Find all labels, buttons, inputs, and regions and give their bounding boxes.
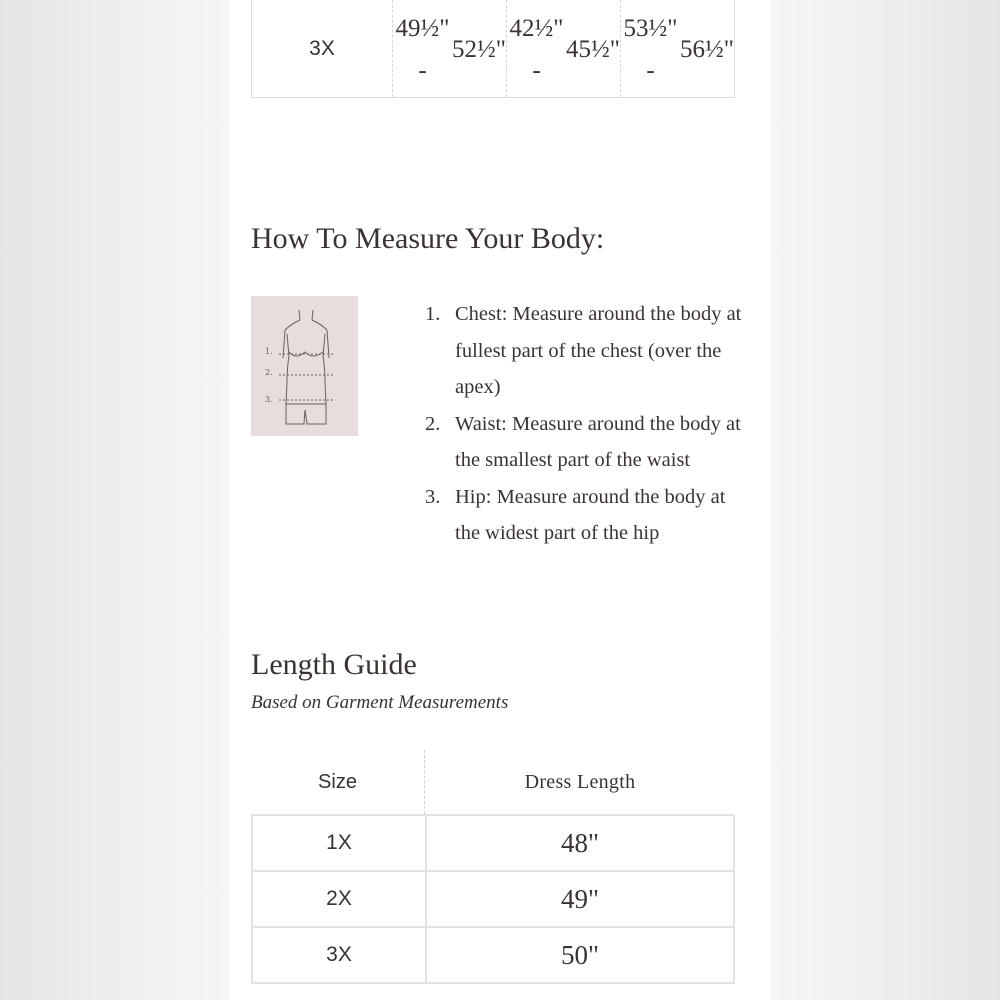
size-column-header: Size [251, 750, 425, 814]
length-cell: 50" [426, 927, 734, 983]
waist-measurement-cell: 42½" - 45½" [506, 0, 620, 97]
body-outline-icon [251, 296, 358, 436]
length-table-header [251, 750, 735, 814]
table-row [252, 871, 734, 927]
background-right [770, 0, 1000, 1000]
length-guide-subtitle: Based on Garment Measurements [251, 692, 509, 713]
table-row [252, 815, 734, 871]
background-left [0, 0, 230, 1000]
length-cell: 48" [426, 815, 734, 871]
measure-section-title: How To Measure Your Body: [251, 222, 605, 255]
chest-measurement-cell: 49½" - 52½" [392, 0, 506, 97]
length-guide-title: Length Guide [251, 648, 417, 681]
size-guide-page [230, 0, 770, 1000]
body-diagram [251, 296, 358, 436]
size-cell: 3X [309, 36, 335, 60]
svg-text:1.: 1. [265, 347, 273, 356]
svg-text:2.: 2. [265, 368, 273, 377]
list-item: 3. Hip: Measure around the body at the widest part of the hip [425, 485, 726, 544]
list-item: 2. Waist: Measure around the body at the smallest part of the waist [425, 412, 741, 471]
dress-length-column-header: Dress Length [524, 770, 636, 793]
size-cell: 1X [252, 815, 426, 871]
size-cell: 2X [252, 871, 426, 927]
size-cell: 3X [252, 927, 426, 983]
list-item: 1. Chest: Measure around the body at fullest part of the chest (over the apex) [425, 303, 742, 398]
length-cell: 49" [426, 871, 734, 927]
hip-measurement-cell: 53½" - 56½" [620, 0, 734, 97]
measure-steps-list [425, 296, 745, 552]
svg-text:3.: 3. [265, 395, 273, 404]
table-row [252, 927, 734, 983]
length-table [251, 814, 735, 984]
size-chart-row-3x [251, 0, 735, 98]
